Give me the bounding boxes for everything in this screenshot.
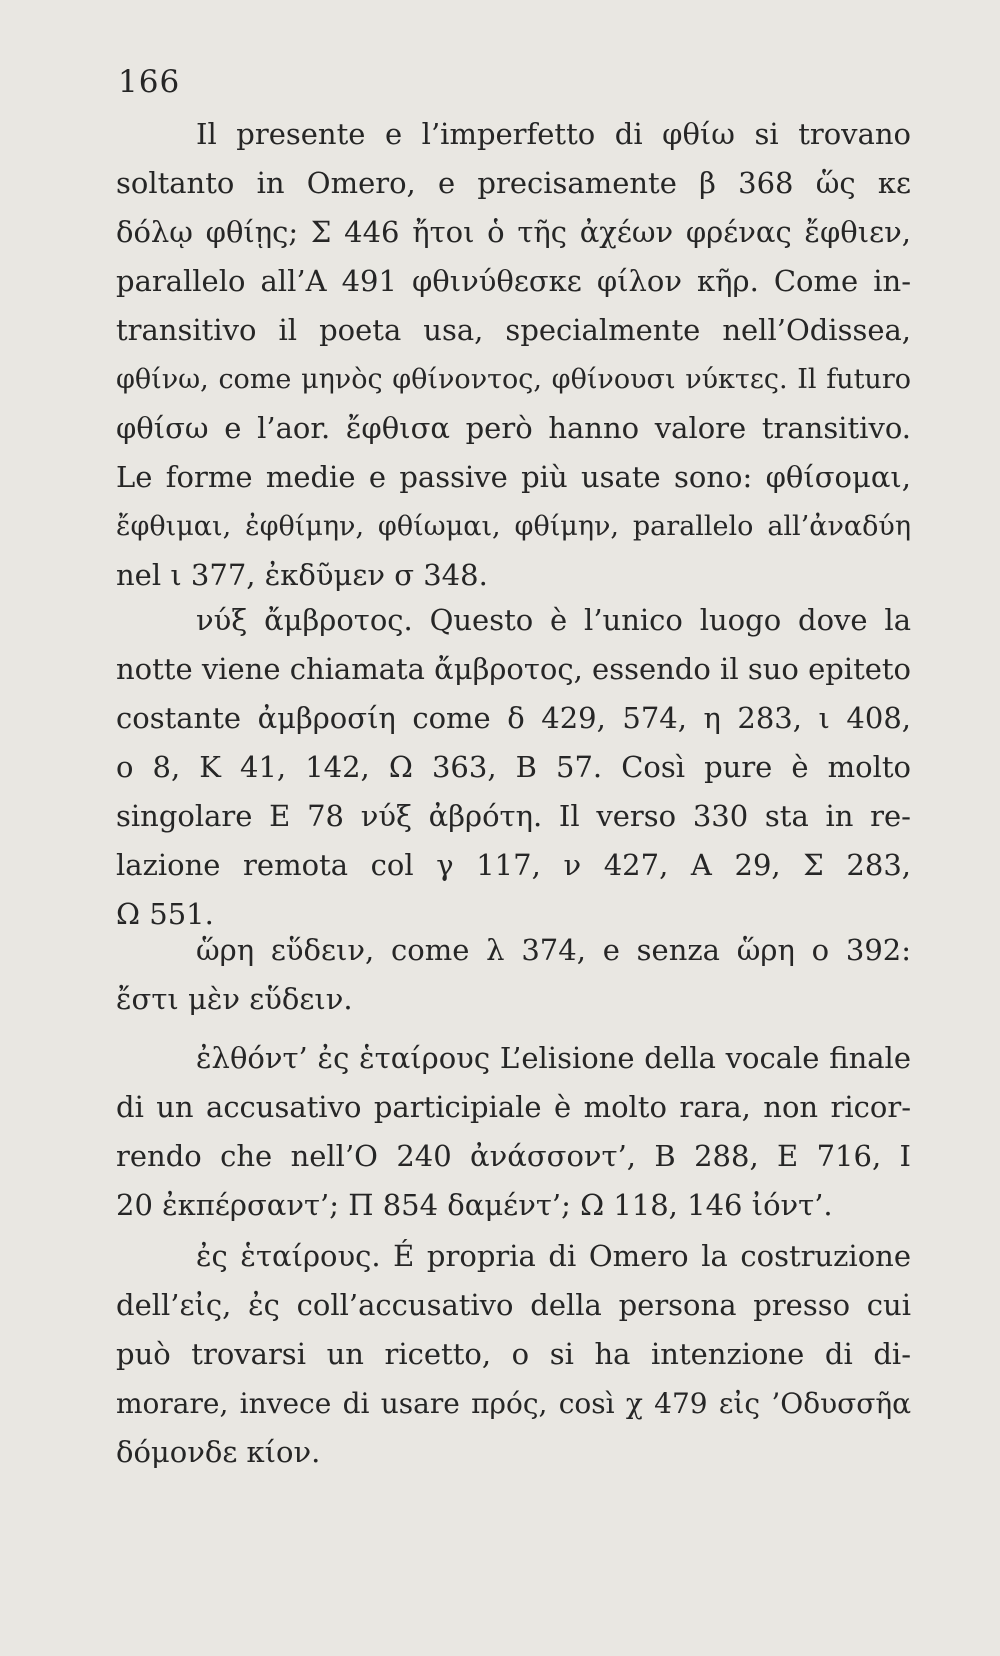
text-line: costante ἀμβροσίη come δ 429, 574, η 283, ι 408, (116, 701, 911, 735)
text-line: nel ι 377, ἐκδῦμεν σ 348. (116, 558, 488, 592)
text-line: può trovarsi un ricetto, o si ha intenzione di di- (116, 1337, 911, 1371)
text-line: Il presente e l’imperfetto di φθίω si trovano (196, 117, 911, 151)
paragraph-phthio (116, 110, 911, 600)
text-line: lazione remota col γ 117, ν 427, A 29, Σ 283, (116, 848, 911, 882)
paragraph-es-hetairous (116, 1232, 911, 1477)
text-line: νύξ ἄμβροτος. Questo è l’unico luogo dove la (196, 603, 911, 637)
text-line: dell’εἰς, ἐς coll’accusativo della persona presso cui (116, 1288, 911, 1322)
text-line: φθίσω e l’aor. ἔφθισα però hanno valore transitivo. (116, 411, 911, 445)
text-line: singolare E 78 νύξ ἀβρότη. Il verso 330 sta in re- (116, 799, 911, 833)
text-line: parallelo all’A 491 φθινύθεσκε φίλον κῆρ. Come in- (116, 264, 911, 298)
text-line: ο 8, K 41, 142, Ω 363, B 57. Così pure è molto (116, 750, 911, 784)
text-line: soltanto in Omero, e precisamente β 368 ὥς κε (116, 166, 911, 200)
text-line: transitivo il poeta usa, specialmente nell’Odissea, (116, 313, 911, 347)
text-line: 20 ἐκπέρσαντ’; Π 854 δαμέντ’; Ω 118, 146 ἰόντ’. (116, 1188, 833, 1222)
text-line: notte viene chiamata ἄμβροτος, essendo il suo epiteto (116, 652, 911, 686)
paragraph-elision (116, 1034, 911, 1230)
text-line: rendo che nell’O 240 ἀνάσσοντ’, B 288, E 716, I (116, 1139, 911, 1173)
paragraph-nyx-ambrotos (116, 596, 911, 939)
text-line: di un accusativo participiale è molto rara, non ricor- (116, 1090, 911, 1124)
text-line: ἐλθόντ’ ἐς ἑταίρους L’elisione della vocale finale (196, 1041, 911, 1075)
text-line: ἔφθιμαι, ἐφθίμην, φθίωμαι, φθίμην, parallelo all’ἀναδύη (116, 511, 911, 542)
text-line: ἐς ἑταίρους. É propria di Omero la costruzione (196, 1239, 911, 1273)
text-line: morare, invece di usare πρός, così χ 479 εἰς ’Οδυσσῆα (116, 1387, 911, 1420)
text-line: δόμονδε κίον. (116, 1435, 321, 1469)
page-number: 166 (118, 64, 181, 100)
text-line: ἔστι μὲν εὕδειν. (116, 982, 353, 1016)
text-line: Ω 551. (116, 897, 214, 931)
text-line: ὥρη εὕδειν, come λ 374, e senza ὥρη ο 392: (196, 933, 911, 967)
text-line: φθίνω, come μηνὸς φθίνοντος, φθίνουσι νύκτες. Il futuro (116, 364, 911, 395)
paragraph-hore-heudein (116, 926, 911, 1024)
text-line: Le forme medie e passive più usate sono: φθίσομαι, (116, 460, 911, 494)
text-line: δόλῳ φθίῃς; Σ 446 ἤτοι ὁ τῆς ἀχέων φρένας ἔφθιεν, (116, 215, 911, 249)
